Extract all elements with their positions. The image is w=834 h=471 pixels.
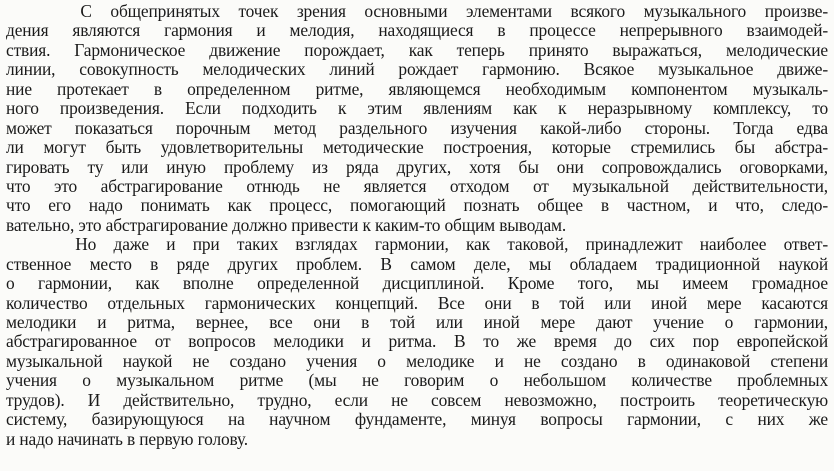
text-body bbox=[6, 2, 828, 449]
text-line: ного произведения. Если подходить к этим явлениям как к неразрывному комплексу, то bbox=[6, 98, 828, 119]
text-line: мелодики и ритма, вернее, все они в той или иной мере дают учение о гармонии, bbox=[6, 312, 828, 332]
paragraph-2 bbox=[6, 235, 828, 449]
text-line: количество отдельных гармонических концепций. Все они в той или иной мере касаются bbox=[6, 292, 828, 313]
text-line: музыкальной наукой не создано учения о мелодике и не создано в одинаковой степени bbox=[6, 350, 828, 371]
paragraph-1 bbox=[6, 2, 828, 235]
text-line: линии, совокупность мелодических линий рождает гармонию. Всякое музыкальное движе- bbox=[6, 59, 828, 80]
text-line: С общепринятых точек зрения основными элементами всякого музыкального произве- bbox=[6, 1, 828, 21]
text-line: ние протекает в определенном ритме, являющемся необходимым компонентом музыкаль- bbox=[6, 78, 828, 99]
text-line: о гармонии, как вполне определенной дисциплиной. Кроме того, мы имеем громадное bbox=[6, 273, 828, 294]
text-line: вательно, это абстрагирование должно привести к каким-то общим выводам. bbox=[6, 214, 567, 235]
text-line: и надо начинать в первую голову. bbox=[6, 428, 248, 449]
text-line: учения о музыкальном ритме (мы не говорим о небольшом количестве проблемных bbox=[6, 370, 828, 391]
text-line: ственное место в ряде других проблем. В самом деле, мы обладаем традиционной наукой bbox=[6, 253, 828, 274]
text-line: гировать ту или иную проблему из ряда других, хотя бы они сопровождались оговорками, bbox=[6, 156, 828, 177]
text-line: трудов). И действительно, трудно, если не совсем невозможно, построить теоретическую bbox=[6, 389, 828, 410]
text-line: может показаться порочным метод раздельного изучения какой-либо стороны. Тогда едва bbox=[6, 117, 828, 138]
text-line: ли могут быть удовлетворительны методические построения, которые стремились бы абстра- bbox=[6, 137, 828, 158]
text-line: что его надо понимать как процесс, помогающий познать общее в частном, и что, следо- bbox=[6, 195, 828, 216]
text-line: ствия. Гармоническое движение порождает, как теперь принято выражаться, мелодические bbox=[6, 39, 828, 60]
text-line: систему, базирующуюся на научном фундаменте, минуя вопросы гармонии, с них же bbox=[6, 409, 828, 430]
text-line: дения являются гармония и мелодия, находящиеся в процессе непрерывного взаимодей- bbox=[6, 20, 828, 41]
text-line: абстрагированное от вопросов мелодики и ритма. В то же время до сих пор европейской bbox=[6, 331, 828, 352]
text-line: что это абстрагирование отнюдь не является отходом от музыкальной действительности, bbox=[6, 175, 828, 196]
text-line: Но даже и при таких взглядах гармонии, как таковой, принадлежит наиболее ответ- bbox=[6, 234, 828, 255]
